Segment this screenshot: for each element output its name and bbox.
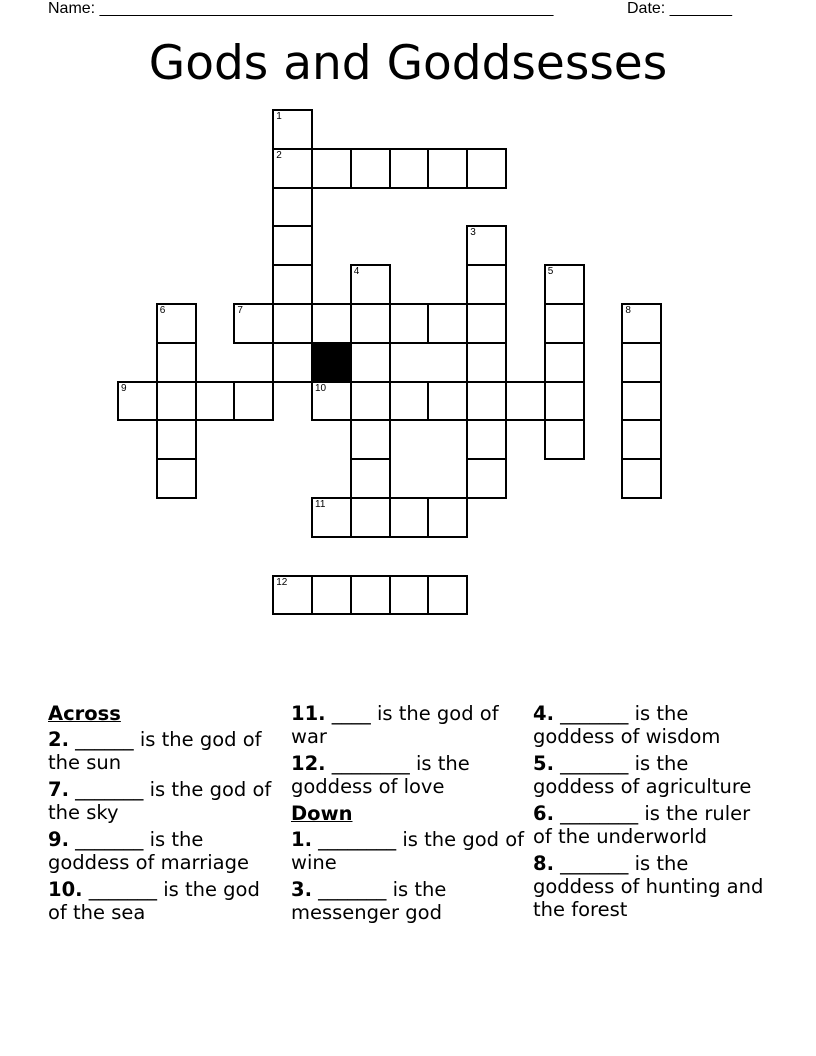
crossword-cell[interactable]	[350, 575, 391, 616]
crossword-cell[interactable]	[350, 303, 391, 344]
clues-column-1	[48, 702, 278, 928]
clue-item	[48, 778, 278, 824]
crossword-cell[interactable]	[350, 381, 391, 422]
crossword-cell[interactable]	[466, 303, 507, 344]
crossword-cell[interactable]	[544, 303, 585, 344]
crossword-cell[interactable]	[311, 148, 352, 189]
crossword-cell[interactable]	[621, 419, 662, 460]
clue-item-text: ________ is the ruler of the underworld	[533, 802, 751, 848]
clue-item-text: ______ is the god of the sun	[48, 728, 262, 774]
clue-item	[291, 878, 526, 924]
crossword-cell[interactable]	[156, 458, 197, 499]
crossword-cell[interactable]	[350, 419, 391, 460]
clue-item-text: _______ is the god of the sky	[48, 778, 272, 824]
crossword-cell[interactable]	[544, 342, 585, 383]
clue-item-number: 2.	[48, 728, 69, 751]
crossword-cell[interactable]	[272, 264, 313, 305]
crossword-cell[interactable]	[272, 342, 313, 383]
crossword-cell[interactable]	[350, 264, 391, 305]
crossword-cell[interactable]	[272, 225, 313, 266]
clue-number: 7	[237, 305, 243, 316]
crossword-cell[interactable]	[272, 109, 313, 150]
crossword-cell[interactable]	[350, 148, 391, 189]
crossword-cell[interactable]	[621, 342, 662, 383]
crossword-cell[interactable]	[272, 575, 313, 616]
down-heading: Down	[291, 802, 353, 825]
clue-item-number: 7.	[48, 778, 69, 801]
clue-number: 10	[315, 382, 327, 394]
crossword-cell[interactable]	[311, 381, 352, 422]
crossword-cell[interactable]	[272, 187, 313, 228]
crossword-cell[interactable]	[156, 419, 197, 460]
clue-item-text: _______ is the god of the sea	[48, 878, 260, 924]
crossword-cell[interactable]	[427, 303, 468, 344]
clue-item	[48, 728, 278, 774]
crossword-cell[interactable]	[117, 381, 158, 422]
clue-number: 4	[353, 266, 360, 278]
clue-item-number: 6.	[533, 802, 554, 825]
crossword-cell[interactable]	[389, 497, 430, 538]
crossword-cell[interactable]	[311, 303, 352, 344]
crossword-cell[interactable]	[621, 458, 662, 499]
crossword-cell[interactable]	[233, 303, 274, 344]
clue-item	[48, 828, 278, 874]
clue-item	[291, 752, 526, 798]
crossword-cell[interactable]	[466, 225, 507, 266]
crossword-cell[interactable]	[544, 419, 585, 460]
clue-item	[533, 752, 773, 798]
clue-item-number: 12.	[291, 752, 326, 775]
clue-item-number: 11.	[291, 702, 326, 725]
clue-number: 11	[315, 499, 326, 510]
crossword-cell[interactable]	[350, 458, 391, 499]
crossword-cell[interactable]	[389, 381, 430, 422]
crossword-cell[interactable]	[466, 458, 507, 499]
crossword-cell[interactable]	[621, 303, 662, 344]
clues-column-3	[533, 702, 773, 925]
clue-item-number: 5.	[533, 752, 554, 775]
crossword-cell[interactable]	[427, 381, 468, 422]
clue-item-number: 10.	[48, 878, 83, 901]
crossword-cell[interactable]	[311, 497, 352, 538]
clue-item-text: _______ is the goddess of marriage	[48, 828, 249, 874]
date-field-label: Date: _______	[627, 0, 732, 17]
across-heading: Across	[48, 702, 121, 725]
clue-number: 12	[276, 576, 288, 588]
crossword-cell[interactable]	[311, 575, 352, 616]
crossword-cell[interactable]	[427, 148, 468, 189]
clue-item-number: 4.	[533, 702, 554, 725]
crossword-cell[interactable]	[621, 381, 662, 422]
crossword-cell[interactable]	[272, 303, 313, 344]
clue-item-text: _______ is the goddess of agriculture	[533, 752, 752, 798]
clue-number: 1	[276, 111, 282, 122]
crossword-cell[interactable]	[233, 381, 274, 422]
crossword-cell[interactable]	[544, 264, 585, 305]
black-square	[311, 342, 352, 383]
clue-item	[291, 702, 526, 748]
clue-item-text: ________ is the goddess of love	[291, 752, 470, 798]
crossword-cell[interactable]	[272, 148, 313, 189]
clue-item-text: _______ is the messenger god	[291, 878, 447, 924]
clue-item	[291, 828, 526, 874]
page-title: Gods and Goddsesses	[148, 36, 668, 91]
header	[0, 0, 816, 20]
clue-number: 8	[625, 305, 631, 316]
clue-number: 6	[159, 305, 166, 316]
crossword-cell[interactable]	[427, 575, 468, 616]
crossword-cell[interactable]	[195, 381, 236, 422]
clue-number: 5	[547, 266, 554, 278]
crossword-cell[interactable]	[350, 497, 391, 538]
clue-item-text: _______ is the goddess of wisdom	[533, 702, 721, 748]
crossword-cell[interactable]	[389, 575, 430, 616]
crossword-cell[interactable]	[156, 303, 197, 344]
crossword-cell[interactable]	[505, 381, 546, 422]
crossword-cell[interactable]	[466, 264, 507, 305]
clue-item-number: 1.	[291, 828, 312, 851]
crossword-cell[interactable]	[466, 342, 507, 383]
clue-item	[533, 852, 773, 921]
clue-item-number: 9.	[48, 828, 69, 851]
clue-item-number: 3.	[291, 878, 312, 901]
crossword-cell[interactable]	[156, 342, 197, 383]
clues-column-2	[291, 702, 526, 928]
crossword-cell[interactable]	[466, 148, 507, 189]
crossword-cell[interactable]	[466, 381, 507, 422]
clue-item-number: 8.	[533, 852, 554, 875]
crossword-cell[interactable]	[389, 148, 430, 189]
clue-number: 9	[121, 382, 127, 394]
clue-number: 3	[470, 227, 476, 239]
clue-item-text: ____ is the god of war	[291, 702, 499, 748]
crossword-cell[interactable]	[156, 381, 197, 422]
crossword-cell[interactable]	[544, 381, 585, 422]
clue-number: 2	[276, 149, 282, 161]
clue-item-text: _______ is the goddess of hunting and the forest	[533, 852, 764, 921]
crossword-cell[interactable]	[466, 419, 507, 460]
clue-item	[533, 802, 773, 848]
crossword-cell[interactable]	[350, 342, 391, 383]
clue-item-text: ________ is the god of wine	[291, 828, 525, 874]
crossword-cell[interactable]	[389, 303, 430, 344]
clue-item	[48, 878, 278, 924]
name-field-label: Name: ___________________________________________________	[48, 0, 554, 17]
crossword-cell[interactable]	[427, 497, 468, 538]
clue-item	[533, 702, 773, 748]
